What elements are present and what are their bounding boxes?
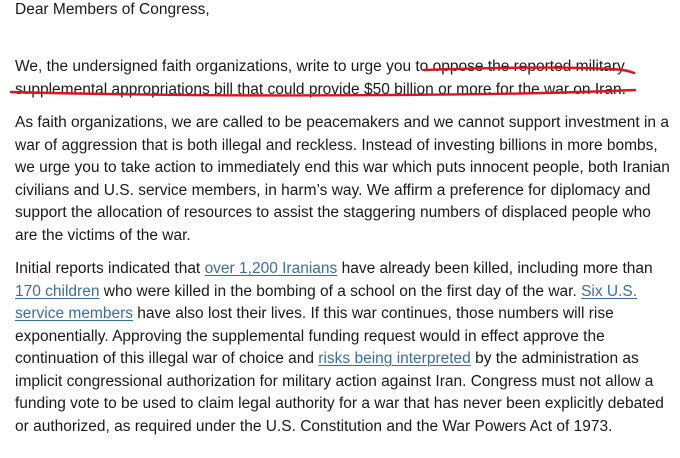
p3-text-3: who were killed in the bombing of a school on the first day of the war.	[99, 282, 582, 300]
paragraph-1	[15, 56, 670, 101]
p3-text-5: by the administration as implicit congressional authorization for military action against Iran. Congress must not allow a funding vote to be used to claim legal authority for a war that has never been explicitly debated or authorized, as required under the U.S. Constitution and the War Powers Act of 1973.	[15, 350, 664, 435]
p1-highlighted-text: oppose the reported military supplemental appropriations bill that could provide $50 billion or more for the war on Iran	[15, 58, 625, 98]
link-children-killed[interactable]: 170 children	[15, 282, 100, 300]
p3-text-2: have already been killed, including more than	[337, 260, 653, 277]
link-iranians-killed[interactable]: over 1,200 Iranians	[204, 260, 338, 277]
p3-text-4: have also lost their lives. If this war continues, those numbers will rise exponentially. Approving the supplemental funding request would in effect approve the continuation of this illegal war of choice and	[15, 305, 614, 367]
p3-text-1: Initial reports indicated that	[15, 260, 205, 277]
paragraph-3	[15, 258, 670, 438]
p1-text-after: .	[621, 80, 626, 98]
link-service-members[interactable]: Six U.S. service members	[15, 282, 638, 322]
paragraph-2: As faith organizations, we are called to be peacemakers and we cannot support investment in a war of aggression that is both illegal and reckless. Instead of investing billions in more bombs, we urge you to take action to immediately end this war which puts innocent people, both Iranian civilians and U.S. service members, in harm’s way. We affirm a preference for diplomacy and support the allocation of resources to assist the staggering numbers of displaced people who are the victims of the war.	[15, 114, 670, 244]
greeting: Dear Members of Congress,	[15, 1, 210, 18]
link-risks-interpreted[interactable]: risks being interpreted	[318, 350, 471, 367]
p1-text-before: We, the undersigned faith organizations, write to urge you to	[15, 58, 433, 75]
